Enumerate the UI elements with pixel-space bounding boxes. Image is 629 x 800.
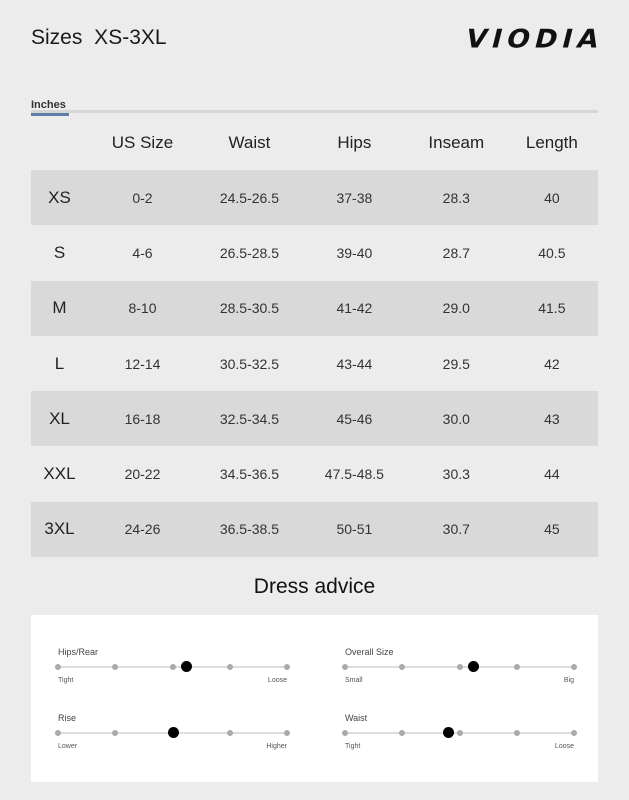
table-cell: 28.7 bbox=[442, 244, 470, 261]
slider-min-label: Tight bbox=[345, 743, 361, 750]
fit-slider bbox=[58, 647, 287, 684]
slider-max-label: Loose bbox=[267, 677, 287, 684]
fit-slider bbox=[345, 647, 574, 684]
table-cell: 28.3 bbox=[407, 170, 506, 225]
slider-label: Overall Size bbox=[345, 647, 394, 657]
slider-track bbox=[58, 660, 287, 674]
slider-min-label: Small bbox=[345, 677, 363, 684]
slider-knob bbox=[443, 727, 454, 738]
table-row bbox=[31, 170, 598, 225]
table-cell: 29.5 bbox=[442, 355, 470, 372]
table-cell: 12-14 bbox=[124, 355, 161, 372]
column-header: Length bbox=[525, 132, 578, 152]
size-label: L bbox=[54, 353, 65, 373]
table-cell: 34.5-36.5 bbox=[219, 466, 279, 483]
slider-tick bbox=[227, 664, 233, 670]
unit-tabs bbox=[31, 95, 598, 113]
table-row bbox=[31, 502, 598, 557]
table-cell: 42 bbox=[544, 355, 560, 372]
slider-tick bbox=[457, 730, 463, 736]
table-cell: 41-42 bbox=[302, 281, 407, 336]
table-cell: 30.5-32.5 bbox=[219, 355, 279, 372]
fit-slider bbox=[58, 713, 287, 750]
table-cell: 45-46 bbox=[302, 391, 407, 446]
column-header bbox=[31, 115, 88, 170]
slider-track bbox=[58, 726, 287, 740]
table-cell: 0-2 bbox=[88, 170, 197, 225]
slider-tick bbox=[112, 730, 118, 736]
table-cell: 24-26 bbox=[88, 502, 197, 557]
table-cell: 28.5-30.5 bbox=[197, 281, 302, 336]
table-cell: 20-22 bbox=[124, 466, 161, 483]
size-label: 3XL bbox=[31, 502, 88, 557]
table-cell: 50-51 bbox=[302, 502, 407, 557]
slider-min-label: Lower bbox=[58, 743, 78, 750]
slider-tick bbox=[514, 730, 520, 736]
table-cell: 44 bbox=[544, 466, 560, 483]
slider-tick bbox=[55, 730, 61, 736]
page-title: Sizes XS-3XL bbox=[31, 26, 167, 49]
size-label: XS bbox=[31, 170, 88, 225]
table-row bbox=[31, 281, 598, 336]
slider-tick bbox=[399, 730, 405, 736]
table-row bbox=[31, 446, 598, 501]
table-cell: 41.5 bbox=[506, 281, 598, 336]
slider-max-label: Loose bbox=[554, 743, 574, 750]
slider-knob bbox=[168, 727, 179, 738]
slider-min-label: Tight bbox=[58, 677, 74, 684]
slider-max-label: Higher bbox=[266, 743, 287, 750]
table-cell: 16-18 bbox=[88, 391, 197, 446]
table-cell: 4-6 bbox=[132, 244, 153, 261]
slider-tick bbox=[342, 664, 348, 670]
table-cell: 24.5-26.5 bbox=[197, 170, 302, 225]
slider-tick bbox=[399, 664, 405, 670]
table-cell: 43 bbox=[506, 391, 598, 446]
table-cell: 43-44 bbox=[336, 355, 373, 372]
table-cell: 40 bbox=[506, 170, 598, 225]
slider-label: Rise bbox=[58, 713, 77, 723]
table-row bbox=[31, 225, 598, 280]
table-row bbox=[31, 336, 598, 391]
size-label: XXL bbox=[43, 464, 76, 484]
table-cell: 36.5-38.5 bbox=[197, 502, 302, 557]
slider-tick bbox=[571, 664, 577, 670]
table-cell: 39-40 bbox=[336, 244, 373, 261]
column-header: Hips bbox=[337, 132, 372, 152]
slider-tick bbox=[571, 730, 577, 736]
slider-tick bbox=[112, 664, 118, 670]
table-cell: 30.3 bbox=[442, 466, 470, 483]
dress-advice-panel bbox=[31, 615, 598, 782]
slider-knob bbox=[181, 661, 192, 672]
size-table bbox=[31, 115, 598, 557]
tab-inches[interactable]: Inches bbox=[31, 99, 69, 116]
size-label: M bbox=[31, 281, 88, 336]
slider-tick bbox=[514, 664, 520, 670]
table-cell: 40.5 bbox=[538, 244, 566, 261]
slider-tick bbox=[227, 730, 233, 736]
slider-tick bbox=[284, 664, 290, 670]
table-cell: 37-38 bbox=[302, 170, 407, 225]
size-label: XL bbox=[31, 391, 88, 446]
slider-track bbox=[345, 726, 574, 740]
table-cell: 47.5-48.5 bbox=[324, 466, 384, 483]
slider-label: Hips/Rear bbox=[58, 647, 99, 657]
brand-logo: VIODIA bbox=[462, 24, 608, 55]
slider-knob bbox=[468, 661, 479, 672]
table-header bbox=[31, 115, 598, 170]
column-header: Inseam bbox=[428, 132, 485, 152]
column-header: Waist bbox=[228, 132, 271, 152]
table-cell: 26.5-28.5 bbox=[219, 244, 279, 261]
slider-tick bbox=[284, 730, 290, 736]
table-cell: 32.5-34.5 bbox=[197, 391, 302, 446]
table-cell: 30.7 bbox=[407, 502, 506, 557]
slider-label: Waist bbox=[345, 713, 368, 723]
tab-divider bbox=[31, 110, 598, 113]
size-label: S bbox=[53, 242, 66, 262]
slider-tick bbox=[55, 664, 61, 670]
fit-slider bbox=[345, 713, 574, 750]
slider-tick bbox=[170, 664, 176, 670]
slider-tick bbox=[342, 730, 348, 736]
table-cell: 29.0 bbox=[407, 281, 506, 336]
table-cell: 30.0 bbox=[407, 391, 506, 446]
slider-tick bbox=[457, 664, 463, 670]
table-row bbox=[31, 391, 598, 446]
table-cell: 45 bbox=[506, 502, 598, 557]
slider-track bbox=[345, 660, 574, 674]
dress-advice-title: Dress advice bbox=[253, 575, 376, 598]
slider-max-label: Big bbox=[563, 677, 574, 684]
column-header: US Size bbox=[111, 132, 174, 152]
table-cell: 8-10 bbox=[88, 281, 197, 336]
